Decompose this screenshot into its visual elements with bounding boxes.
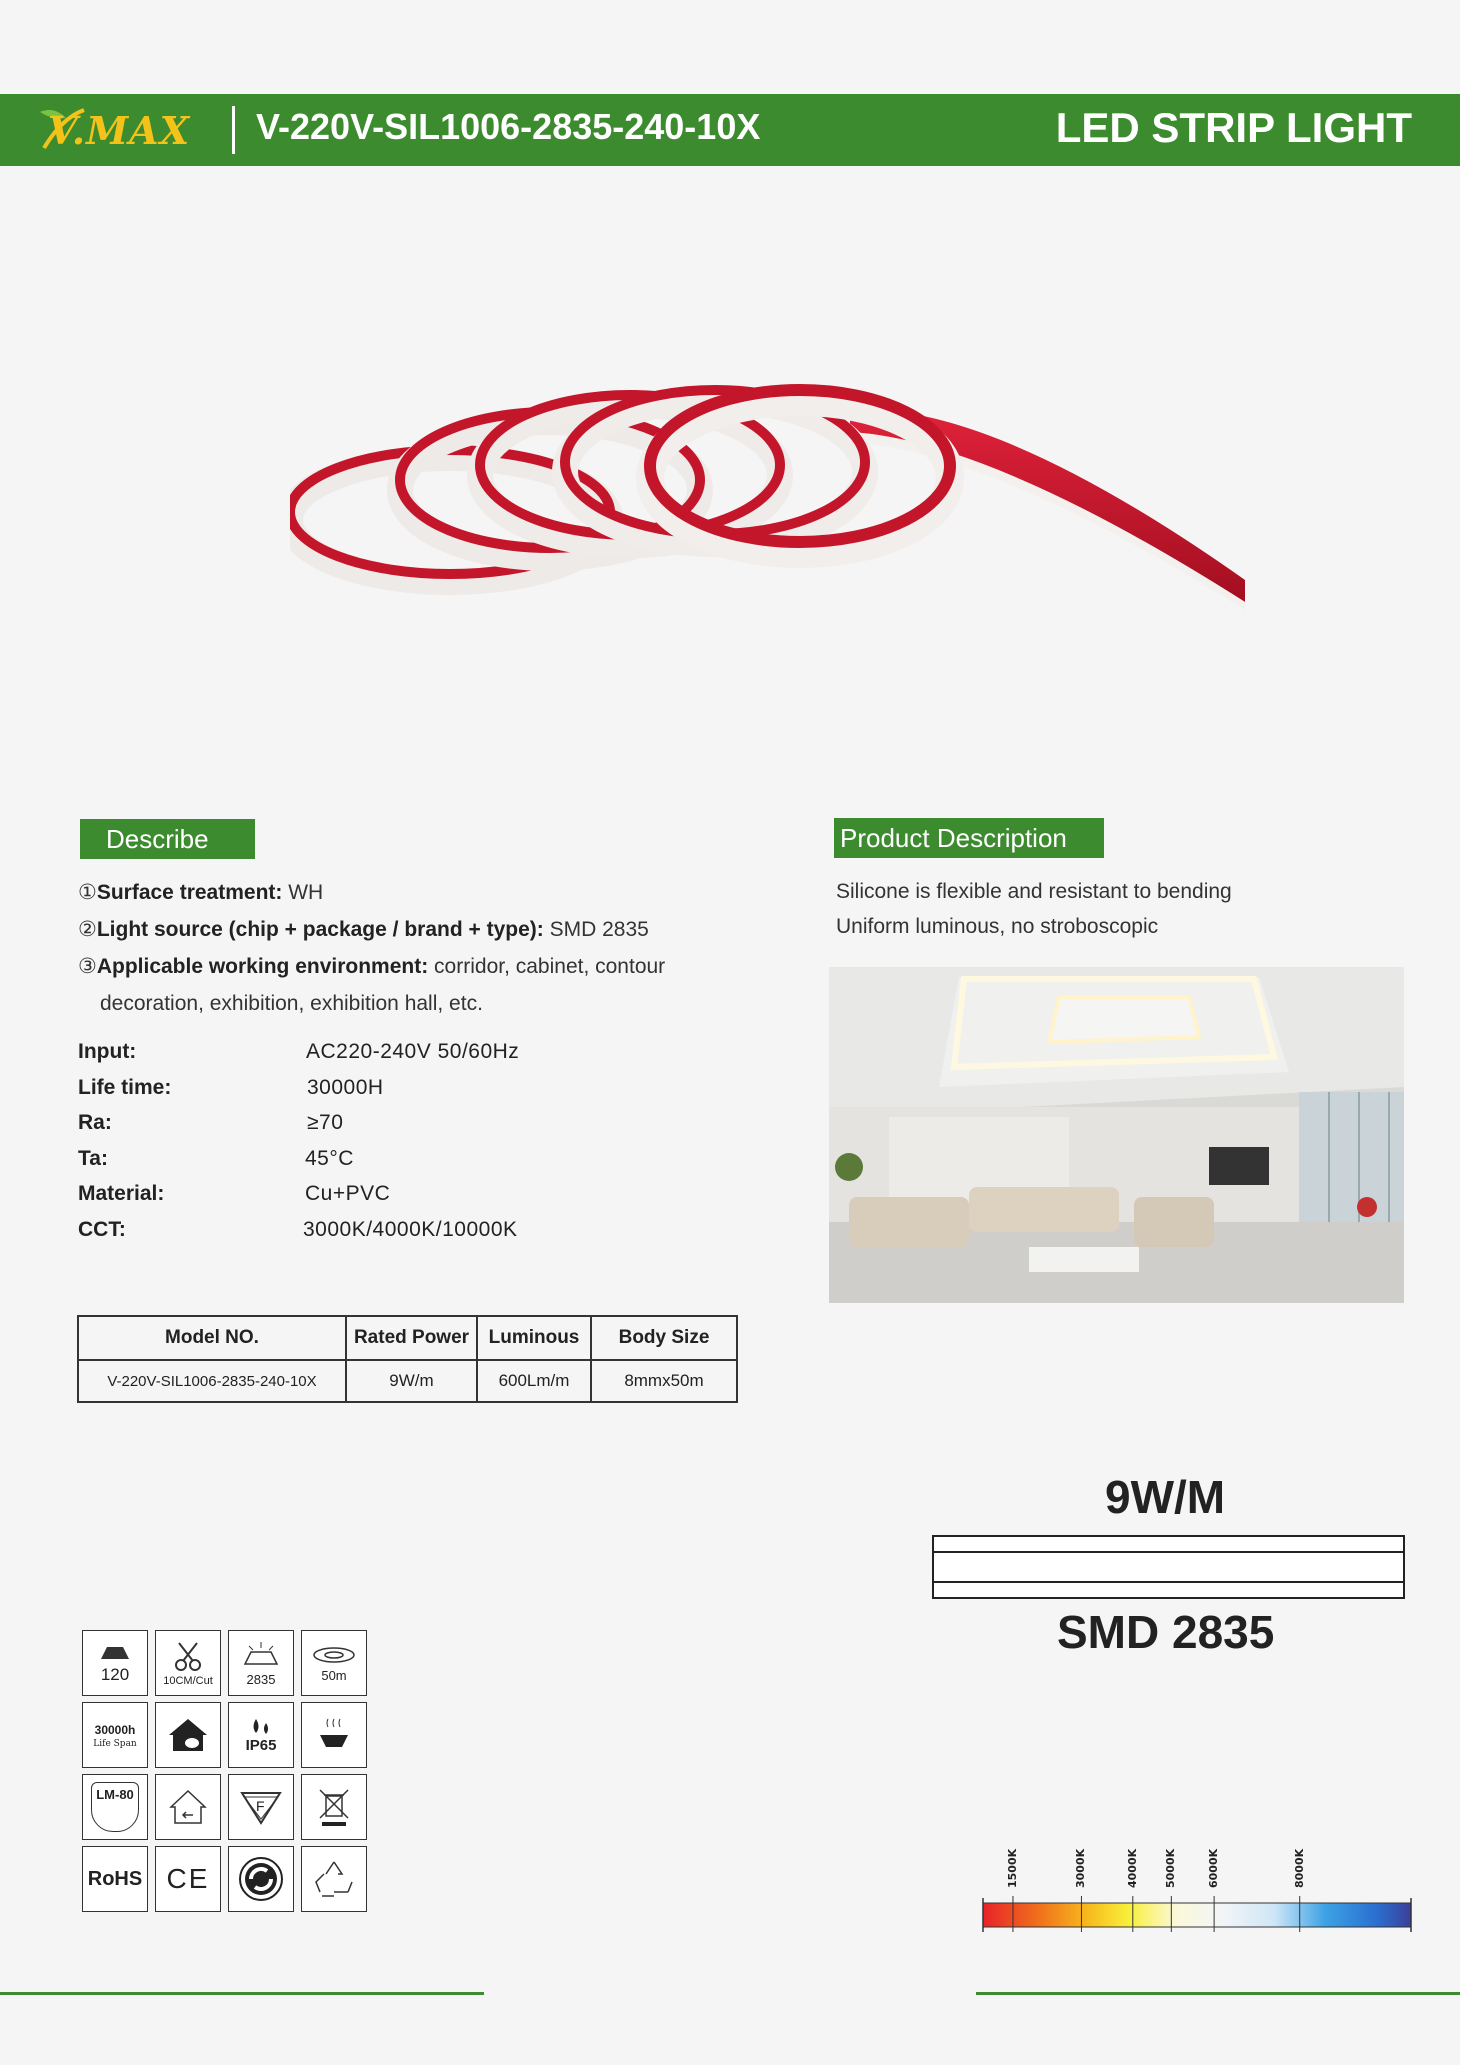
power-label: 9W/M (1105, 1471, 1226, 1523)
spec-row-cct (78, 1218, 678, 1254)
ce-label: CE (166, 1863, 210, 1894)
product-description-title: Product Description (834, 818, 1104, 858)
header-category: LED STRIP LIGHT (1055, 104, 1412, 151)
footer-line-left (0, 1992, 484, 1995)
table-header: Rated Power (346, 1316, 477, 1360)
chip-icon-label: 2835 (246, 1671, 276, 1687)
spec-label: Life time: (78, 1075, 172, 1099)
svg-text:F: F (256, 1798, 265, 1814)
spec-row-material (78, 1182, 678, 1218)
ce-mark-icon (155, 1846, 221, 1912)
spec-row-life-time (78, 1076, 678, 1112)
recycle-icon (301, 1846, 367, 1912)
item-label: Surface treatment: (96, 881, 283, 904)
weee-bin-icon (301, 1774, 367, 1840)
rohs-label: RoHS (87, 1867, 143, 1890)
item-label: Light source (chip + package / brand + type): (96, 918, 544, 941)
heat-dissipation-icon (301, 1702, 367, 1768)
item-label: Applicable working environment: (96, 955, 429, 978)
strip-cross-section-diagram (932, 1535, 1405, 1599)
describe-list (78, 874, 778, 1022)
item-value: WH (282, 881, 324, 904)
spec-row-input (78, 1040, 678, 1076)
ip65-waterproof-icon (228, 1702, 294, 1768)
spec-row-ta (78, 1147, 678, 1183)
cct-color-scale (980, 1838, 1414, 1932)
item-number: ① (78, 881, 97, 904)
cut-label: 10CM/Cut (163, 1675, 213, 1687)
product-description-line: Uniform luminous, no stroboscopic (836, 915, 1159, 938)
lifespan-label: Life Span (93, 1739, 137, 1749)
chip-type-label: SMD 2835 (1057, 1606, 1275, 1658)
describe-item-continuation: decoration, exhibition, exhibition hall, etc. (100, 992, 483, 1015)
header-divider (232, 106, 235, 154)
table-header: Luminous (477, 1316, 591, 1360)
spec-value: Cu+PVC (305, 1182, 391, 1206)
spec-value: 3000K/4000K/10000K (303, 1217, 518, 1241)
table-cell: 8mmx50m (591, 1360, 737, 1402)
table-header: Body Size (591, 1316, 737, 1360)
spec-label: CCT: (78, 1217, 126, 1241)
spec-label: Ta: (78, 1146, 108, 1170)
spec-label: Input: (78, 1040, 137, 1063)
table-header: Model NO. (78, 1316, 346, 1360)
describe-item-surface (78, 874, 778, 911)
item-value: SMD 2835 (543, 918, 649, 941)
led-strip-product-image (290, 380, 1250, 620)
table-row (78, 1360, 737, 1402)
reel-length-icon (301, 1630, 367, 1696)
beam-angle-label: 120 (100, 1665, 130, 1684)
living-room-photo (829, 967, 1404, 1303)
brand-logo (32, 98, 217, 162)
home-leaf-icon (155, 1702, 221, 1768)
spec-list (78, 1040, 678, 1254)
lifespan-number: 30000h (94, 1723, 136, 1737)
cct-tick-label: 8000K (1292, 1848, 1306, 1888)
spec-row-ra (78, 1111, 678, 1147)
describe-title: Describe (80, 819, 255, 859)
cct-tick-label: 4000K (1125, 1848, 1139, 1888)
model-spec-table (77, 1315, 738, 1403)
describe-item-environment (78, 948, 778, 985)
chip-icon (228, 1630, 294, 1696)
footer-line-right (976, 1992, 1460, 1995)
spec-value: 30000H (307, 1075, 384, 1099)
header-bar (0, 94, 1460, 166)
rohs-icon (82, 1846, 148, 1912)
product-description-line: Silicone is flexible and resistant to bending (836, 880, 1232, 903)
cut-icon (155, 1630, 221, 1696)
indoor-use-icon (155, 1774, 221, 1840)
table-cell: 600Lm/m (477, 1360, 591, 1402)
spec-value: AC220-240V 50/60Hz (306, 1040, 520, 1063)
f-mark-icon (228, 1774, 294, 1840)
lm80-certification-icon (82, 1774, 148, 1840)
table-cell: 9W/m (346, 1360, 477, 1402)
cct-tick-label: 1500K (1005, 1848, 1019, 1888)
ip-rating-label: IP65 (245, 1736, 277, 1754)
spec-value: ≥70 (307, 1111, 344, 1135)
table-header-row (78, 1316, 737, 1360)
brand-logo-text: V.MAX (48, 108, 191, 153)
item-number: ② (78, 918, 97, 941)
item-number: ③ (78, 955, 97, 978)
lifespan-icon (82, 1702, 148, 1768)
spec-value: 45°C (305, 1146, 354, 1170)
cct-tick-label: 5000K (1164, 1848, 1178, 1888)
spec-label: Ra: (78, 1111, 112, 1135)
beam-angle-icon (82, 1630, 148, 1696)
header-model-number: V-220V-SIL1006-2835-240-10X (256, 106, 761, 147)
lm80-label: LM-80 (96, 1787, 134, 1802)
spec-label: Material: (78, 1182, 165, 1206)
reel-length-label: 50m (321, 1667, 347, 1683)
product-description-text (836, 874, 1232, 944)
item-value: corridor, cabinet, contour (428, 955, 666, 978)
cct-tick-label: 3000K (1074, 1848, 1088, 1888)
cct-gradient-bar (980, 1892, 1414, 1932)
feature-icon-grid (82, 1630, 372, 1914)
table-cell: V-220V-SIL1006-2835-240-10X (78, 1360, 346, 1402)
green-dot-recycle-icon (228, 1846, 294, 1912)
cct-tick-label: 6000K (1207, 1848, 1221, 1888)
describe-item-light-source (78, 911, 778, 948)
